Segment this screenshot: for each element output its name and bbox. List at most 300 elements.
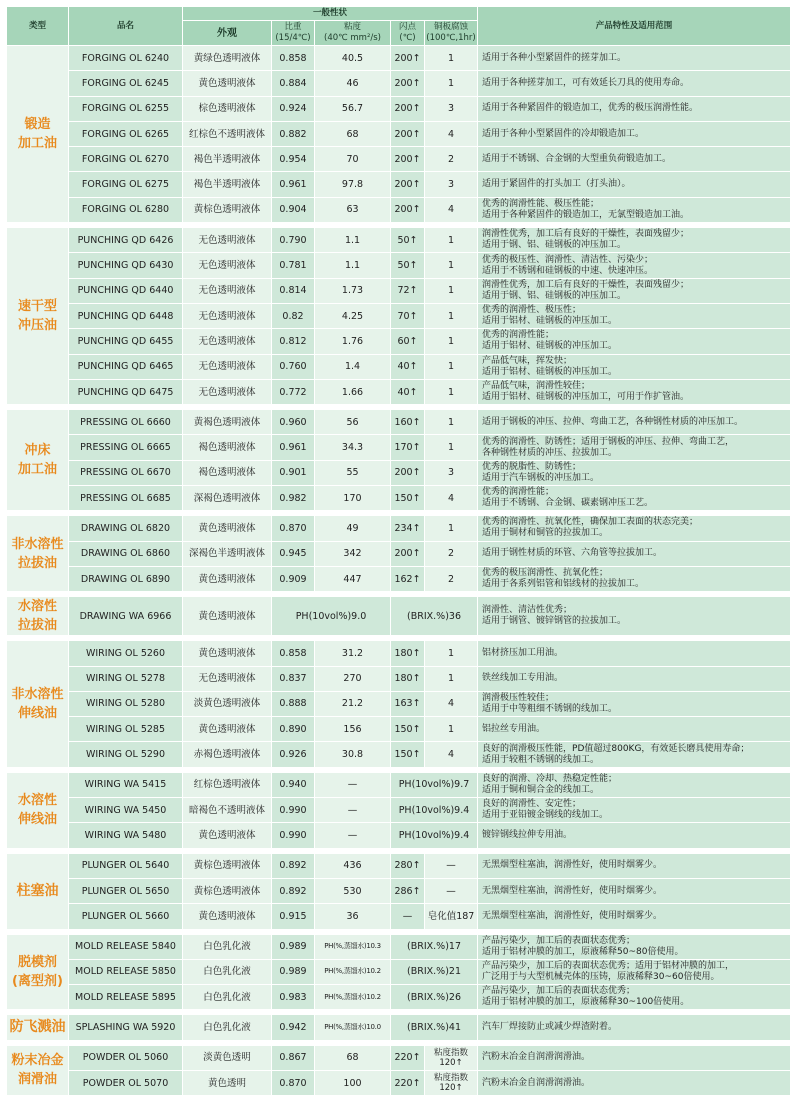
viscosity-cell: 56.7 (315, 97, 391, 122)
product-name-cell: WIRING WA 5480 (69, 823, 183, 848)
copper-corrosion-cell: 1 (425, 410, 478, 435)
copper-corrosion-cell: 2 (425, 567, 478, 592)
header-description: 产品特性及适用范围 (478, 7, 791, 46)
table-row (7, 253, 791, 278)
flash-point-cell: (BRIX.%)26 (391, 985, 478, 1010)
appearance-cell: 黄棕色透明液体 (183, 198, 272, 223)
category-label: 柱塞油 (7, 854, 69, 930)
product-name-cell: PLUNGER OL 5650 (69, 879, 183, 904)
copper-corrosion-cell: 4 (425, 198, 478, 223)
table-row (7, 935, 791, 960)
table-row (7, 198, 791, 223)
viscosity-cell: PH(%,蒸馏水)10.3 (315, 935, 391, 960)
flash-point-cell: 72↑ (391, 279, 425, 304)
product-name-cell: POWDER OL 5070 (69, 1071, 183, 1096)
copper-corrosion-cell: 1 (425, 46, 478, 71)
copper-corrosion-cell: 1 (425, 304, 478, 329)
density-cell: 0.892 (272, 879, 315, 904)
header-viscosity: 粘度 (40℃ mm²/s) (315, 21, 391, 46)
density-cell: 0.870 (272, 516, 315, 541)
density-cell: 0.867 (272, 1046, 315, 1071)
appearance-cell: 黄色透明液体 (183, 516, 272, 541)
flash-point-cell: 160↑ (391, 410, 425, 435)
product-name-cell: PRESSING OL 6685 (69, 486, 183, 511)
density-cell: 0.983 (272, 985, 315, 1010)
density-cell: 0.82 (272, 304, 315, 329)
density-cell: 0.989 (272, 935, 315, 960)
viscosity-cell: 1.4 (315, 355, 391, 380)
viscosity-cell: 36 (315, 904, 391, 929)
description-cell: 适用于各种紧固件的锻造加工，优秀的极压润滑性能。 (478, 97, 791, 122)
flash-point-cell: — (391, 904, 425, 929)
density-cell: 0.990 (272, 823, 315, 848)
description-cell: 无黑烟型柱塞油，润滑性好，使用时烟雾少。 (478, 879, 791, 904)
category-label: 粉末冶金 润滑油 (7, 1046, 69, 1096)
flash-point-cell: 286↑ (391, 879, 425, 904)
density-cell: 0.982 (272, 486, 315, 511)
appearance-cell: 黄色透明液体 (183, 717, 272, 742)
table-row (7, 717, 791, 742)
density-cell: 0.890 (272, 717, 315, 742)
product-name-cell: DRAWING OL 6820 (69, 516, 183, 541)
viscosity-cell: 1.1 (315, 228, 391, 253)
viscosity-cell: 4.25 (315, 304, 391, 329)
description-cell: 良好的润滑极压性能，PD值超过800KG，有效延长磨具使用寿命； 适用于较粗不锈钢的线加工。 (478, 742, 791, 767)
viscosity-cell: 49 (315, 516, 391, 541)
flash-point-cell: 200↑ (391, 172, 425, 197)
table-row (7, 228, 791, 253)
appearance-cell: 深褐色透明液体 (183, 486, 272, 511)
density-cell: 0.954 (272, 147, 315, 172)
flash-point-cell: 40↑ (391, 355, 425, 380)
product-name-cell: WIRING OL 5280 (69, 692, 183, 717)
appearance-cell: 红棕色不透明液体 (183, 122, 272, 147)
copper-corrosion-cell: 2 (425, 542, 478, 567)
product-name-cell: PUNCHING QD 6426 (69, 228, 183, 253)
copper-corrosion-cell: 1 (425, 667, 478, 692)
description-cell: 优秀的润滑性能； 适用于铝材、硅钢板的冲压加工。 (478, 329, 791, 354)
viscosity-cell: — (315, 773, 391, 798)
copper-corrosion-cell: 1 (425, 380, 478, 405)
table-row (7, 773, 791, 798)
appearance-cell: 无色透明液体 (183, 228, 272, 253)
header-copper-corrosion: 铜板腐蚀 (100℃,1hr) (425, 21, 478, 46)
product-name-cell: MOLD RELEASE 5850 (69, 960, 183, 985)
flash-point-cell: 180↑ (391, 667, 425, 692)
description-cell: 良好的润滑性、安定性； 适用于亚铅镀金钢线的线加工。 (478, 798, 791, 823)
density-cell: 0.915 (272, 904, 315, 929)
table-row (7, 597, 791, 636)
appearance-cell: 无色透明液体 (183, 355, 272, 380)
copper-corrosion-cell: 1 (425, 717, 478, 742)
table-row (7, 879, 791, 904)
appearance-cell: 无色透明液体 (183, 667, 272, 692)
description-cell: 铝拉丝专用油。 (478, 717, 791, 742)
appearance-cell: 黄色透明 (183, 1071, 272, 1096)
appearance-cell: 黄色透明液体 (183, 567, 272, 592)
density-cell: 0.870 (272, 1071, 315, 1096)
flash-point-cell: 200↑ (391, 122, 425, 147)
density-cell: 0.904 (272, 198, 315, 223)
product-name-cell: SPLASHING WA 5920 (69, 1015, 183, 1040)
appearance-cell: 黄棕色透明液体 (183, 879, 272, 904)
viscosity-cell: PH(%,蒸馏水)10.2 (315, 985, 391, 1010)
category-label: 冲床 加工油 (7, 410, 69, 511)
description-cell: 适用于紧固件的打头加工（打头油）。 (478, 172, 791, 197)
flash-point-cell: 162↑ (391, 567, 425, 592)
description-cell: 适用于不锈钢、合金钢的大型重负荷锻造加工。 (478, 147, 791, 172)
description-cell: 铝材挤压加工用油。 (478, 641, 791, 666)
product-name-cell: PUNCHING QD 6440 (69, 279, 183, 304)
density-cell: 0.926 (272, 742, 315, 767)
flash-point-cell: (BRIX.%)36 (391, 597, 478, 636)
copper-corrosion-cell: 1 (425, 516, 478, 541)
table-row (7, 667, 791, 692)
product-name-cell: FORGING OL 6275 (69, 172, 183, 197)
viscosity-cell: — (315, 798, 391, 823)
flash-point-cell: 200↑ (391, 461, 425, 486)
viscosity-cell: 21.2 (315, 692, 391, 717)
copper-corrosion-cell: 4 (425, 742, 478, 767)
appearance-cell: 棕色透明液体 (183, 97, 272, 122)
copper-corrosion-cell: 皂化值187 (425, 904, 478, 929)
product-spec-table (7, 7, 791, 1096)
flash-point-cell: PH(10vol%)9.4 (391, 798, 478, 823)
density-cell: 0.858 (272, 46, 315, 71)
copper-corrosion-cell: 4 (425, 486, 478, 511)
appearance-cell: 黄褐色透明液体 (183, 410, 272, 435)
table-row (7, 960, 791, 985)
copper-corrosion-cell: 1 (425, 641, 478, 666)
appearance-cell: 黄绿色透明液体 (183, 46, 272, 71)
product-name-cell: PLUNGER OL 5660 (69, 904, 183, 929)
table-body (7, 46, 791, 1096)
product-name-cell: FORGING OL 6240 (69, 46, 183, 71)
description-cell: 润滑极压性较佳； 适用于中等粗细不锈钢的线加工。 (478, 692, 791, 717)
header-general-properties: 一般性状 (183, 7, 478, 21)
appearance-cell: 白色乳化液 (183, 935, 272, 960)
table-row (7, 542, 791, 567)
viscosity-cell: 68 (315, 122, 391, 147)
description-cell: 优秀的极压润滑性、抗氧化性； 适用于各系列铝管和铝线材的拉拔加工。 (478, 567, 791, 592)
product-name-cell: WIRING OL 5278 (69, 667, 183, 692)
density-cell: 0.960 (272, 410, 315, 435)
flash-point-cell: PH(10vol%)9.4 (391, 823, 478, 848)
table-row (7, 97, 791, 122)
viscosity-cell: 447 (315, 567, 391, 592)
density-cell: 0.760 (272, 355, 315, 380)
description-cell: 优秀的脱脂性、防锈性； 适用于汽车钢板的冲压加工。 (478, 461, 791, 486)
product-name-cell: WIRING OL 5260 (69, 641, 183, 666)
copper-corrosion-cell: — (425, 854, 478, 879)
viscosity-cell: 530 (315, 879, 391, 904)
table-row (7, 461, 791, 486)
header-flash-point: 闪点 (℃) (391, 21, 425, 46)
viscosity-cell: 30.8 (315, 742, 391, 767)
description-cell: 铁丝线加工专用油。 (478, 667, 791, 692)
description-cell: 适用于各种搓芽加工，可有效延长刀具的使用寿命。 (478, 71, 791, 96)
description-cell: 汽粉末冶金自润滑润滑油。 (478, 1046, 791, 1071)
flash-point-cell: 200↑ (391, 147, 425, 172)
density-cell: 0.781 (272, 253, 315, 278)
density-cell: 0.940 (272, 773, 315, 798)
product-name-cell: PUNCHING QD 6430 (69, 253, 183, 278)
flash-point-cell: (BRIX.%)21 (391, 960, 478, 985)
density-cell: 0.837 (272, 667, 315, 692)
flash-point-cell: 60↑ (391, 329, 425, 354)
viscosity-cell: 63 (315, 198, 391, 223)
density-cell: 0.961 (272, 435, 315, 460)
product-name-cell: PRESSING OL 6665 (69, 435, 183, 460)
viscosity-cell: 31.2 (315, 641, 391, 666)
copper-corrosion-cell: 1 (425, 329, 478, 354)
copper-corrosion-cell: 3 (425, 461, 478, 486)
header-density: 比重 (15/4℃) (272, 21, 315, 46)
table-row (7, 329, 791, 354)
table-row (7, 122, 791, 147)
flash-point-cell: 180↑ (391, 641, 425, 666)
table-row (7, 798, 791, 823)
table-row (7, 435, 791, 460)
flash-point-cell: PH(10vol%)9.7 (391, 773, 478, 798)
viscosity-cell: 170 (315, 486, 391, 511)
table-row (7, 1015, 791, 1040)
description-cell: 产品污染少，加工后的表面状态优秀；适用于铝材冲膜的加工， 广泛用于与大型机械壳体的压铸，原液稀释30~60倍使用。 (478, 960, 791, 985)
product-name-cell: FORGING OL 6255 (69, 97, 183, 122)
viscosity-cell: 1.66 (315, 380, 391, 405)
copper-corrosion-cell: 4 (425, 692, 478, 717)
description-cell: 无黑烟型柱塞油，润滑性好，使用时烟雾少。 (478, 904, 791, 929)
description-cell: 汽车厂焊接防止或减少焊渣附着。 (478, 1015, 791, 1040)
viscosity-cell: 34.3 (315, 435, 391, 460)
density-cell: 0.882 (272, 122, 315, 147)
viscosity-cell: PH(%,蒸馏水)10.2 (315, 960, 391, 985)
description-cell: 产品低气味，挥发快； 适用于铝材、硅钢板的冲压加工。 (478, 355, 791, 380)
table-row (7, 46, 791, 71)
product-name-cell: WIRING OL 5285 (69, 717, 183, 742)
density-cell: 0.772 (272, 380, 315, 405)
appearance-cell: 无色透明液体 (183, 253, 272, 278)
flash-point-cell: 150↑ (391, 742, 425, 767)
flash-point-cell: 50↑ (391, 253, 425, 278)
product-name-cell: WIRING WA 5450 (69, 798, 183, 823)
product-name-cell: PUNCHING QD 6465 (69, 355, 183, 380)
flash-point-cell: 150↑ (391, 717, 425, 742)
copper-corrosion-cell: — (425, 879, 478, 904)
density-cell: 0.814 (272, 279, 315, 304)
description-cell: 优秀的润滑性能； 适用于不锈钢、合金钢、碳素钢冲压工艺。 (478, 486, 791, 511)
table-row (7, 279, 791, 304)
table-row (7, 147, 791, 172)
appearance-cell: 无色透明液体 (183, 329, 272, 354)
category-label: 水溶性 拉拔油 (7, 597, 69, 636)
product-name-cell: PUNCHING QD 6448 (69, 304, 183, 329)
density-cell: 0.909 (272, 567, 315, 592)
viscosity-cell: 156 (315, 717, 391, 742)
appearance-cell: 黄色透明液体 (183, 823, 272, 848)
table-row (7, 742, 791, 767)
flash-point-cell: (BRIX.%)17 (391, 935, 478, 960)
category-label: 脱模剂 (离型剂) (7, 935, 69, 1011)
density-cell: 0.812 (272, 329, 315, 354)
category-label: 非水溶性 拉拔油 (7, 516, 69, 592)
appearance-cell: 无色透明液体 (183, 279, 272, 304)
description-cell: 润滑性、清洁性优秀； 适用于钢管、镀锌钢管的拉拔加工。 (478, 597, 791, 636)
appearance-cell: 无色透明液体 (183, 380, 272, 405)
table-row (7, 823, 791, 848)
copper-corrosion-cell: 1 (425, 71, 478, 96)
description-cell: 产品污染少，加工后的表面状态优秀； 适用于铝材冲膜的加工，原液稀释30~100倍使用。 (478, 985, 791, 1010)
appearance-cell: 红棕色透明液体 (183, 773, 272, 798)
flash-point-cell: 280↑ (391, 854, 425, 879)
flash-point-cell: 70↑ (391, 304, 425, 329)
copper-corrosion-cell: 1 (425, 253, 478, 278)
product-name-cell: PRESSING OL 6660 (69, 410, 183, 435)
product-name-cell: FORGING OL 6280 (69, 198, 183, 223)
copper-corrosion-cell: 3 (425, 97, 478, 122)
description-cell: 适用于各种小型紧固件的搓芽加工。 (478, 46, 791, 71)
copper-corrosion-cell: 1 (425, 279, 478, 304)
copper-corrosion-cell: 3 (425, 172, 478, 197)
appearance-cell: 暗褐色不透明液体 (183, 798, 272, 823)
copper-corrosion-cell: 2 (425, 147, 478, 172)
appearance-cell: 白色乳化液 (183, 960, 272, 985)
flash-point-cell: 200↑ (391, 46, 425, 71)
appearance-cell: 无色透明液体 (183, 304, 272, 329)
table-header (7, 7, 791, 46)
product-name-cell: FORGING OL 6270 (69, 147, 183, 172)
viscosity-cell: 270 (315, 667, 391, 692)
appearance-cell: 黄棕色透明液体 (183, 854, 272, 879)
appearance-cell: 黄色透明液体 (183, 71, 272, 96)
description-cell: 润滑性优秀，加工后有良好的干燥性，表面残留少； 适用于钢、铝、硅钢板的冲压加工。 (478, 279, 791, 304)
product-name-cell: PUNCHING QD 6475 (69, 380, 183, 405)
product-name-cell: WIRING WA 5415 (69, 773, 183, 798)
product-name-cell: DRAWING WA 6966 (69, 597, 183, 636)
product-name-cell: WIRING OL 5290 (69, 742, 183, 767)
product-name-cell: MOLD RELEASE 5895 (69, 985, 183, 1010)
description-cell: 产品污染少，加工后的表面状态优秀； 适用于铝材冲膜的加工，原液稀释50~80倍使用。 (478, 935, 791, 960)
flash-point-cell: 50↑ (391, 228, 425, 253)
flash-point-cell: 220↑ (391, 1071, 425, 1096)
product-name-cell: PUNCHING QD 6455 (69, 329, 183, 354)
appearance-cell: 褐色半透明液体 (183, 172, 272, 197)
viscosity-cell: 55 (315, 461, 391, 486)
appearance-cell: 黄色透明液体 (183, 641, 272, 666)
table-row (7, 1071, 791, 1096)
description-cell: 汽粉末冶金自润滑润滑油。 (478, 1071, 791, 1096)
appearance-cell: 黄色透明液体 (183, 904, 272, 929)
appearance-cell: 黄色透明液体 (183, 597, 272, 636)
viscosity-cell: 1.73 (315, 279, 391, 304)
table-row (7, 486, 791, 511)
table-row (7, 1046, 791, 1071)
flash-point-cell: 234↑ (391, 516, 425, 541)
product-name-cell: DRAWING OL 6890 (69, 567, 183, 592)
table-row (7, 567, 791, 592)
description-cell: 润滑性优秀，加工后有良好的干燥性，表面残留少； 适用于钢、铝、硅钢板的冲压加工。 (478, 228, 791, 253)
viscosity-cell: 40.5 (315, 46, 391, 71)
table-row (7, 516, 791, 541)
table-row (7, 380, 791, 405)
description-cell: 适用于各种小型紧固件的冷却锻造加工。 (478, 122, 791, 147)
appearance-cell: 淡黄色透明 (183, 1046, 272, 1071)
viscosity-cell: — (315, 823, 391, 848)
density-cell: 0.961 (272, 172, 315, 197)
description-cell: 适用于钢性材质的环管、六角管等拉拔加工。 (478, 542, 791, 567)
density-cell: 0.942 (272, 1015, 315, 1040)
copper-corrosion-cell: 4 (425, 122, 478, 147)
appearance-cell: 淡黄色透明液体 (183, 692, 272, 717)
header-name: 品名 (69, 7, 183, 46)
viscosity-cell: 46 (315, 71, 391, 96)
table-row (7, 641, 791, 666)
appearance-cell: 褐色透明液体 (183, 435, 272, 460)
viscosity-cell: 56 (315, 410, 391, 435)
viscosity-cell: 70 (315, 147, 391, 172)
table-row (7, 355, 791, 380)
product-name-cell: DRAWING OL 6860 (69, 542, 183, 567)
description-cell: 优秀的润滑性、防锈性；适用于钢板的冲压、拉伸、弯曲工艺， 各种钢性材质的冲压、拉拔加工。 (478, 435, 791, 460)
product-name-cell: FORGING OL 6265 (69, 122, 183, 147)
table-row (7, 410, 791, 435)
header-type: 类型 (7, 7, 69, 46)
table-row (7, 692, 791, 717)
density-cell: PH(10vol%)9.0 (272, 597, 391, 636)
viscosity-cell: 97.8 (315, 172, 391, 197)
viscosity-cell: 1.76 (315, 329, 391, 354)
description-cell: 良好的润滑、冷却、热稳定性能； 适用于铜和铜合金的线加工。 (478, 773, 791, 798)
appearance-cell: 褐色半透明液体 (183, 147, 272, 172)
description-cell: 优秀的润滑性、极压性； 适用于铝材、硅钢板的冲压加工。 (478, 304, 791, 329)
copper-corrosion-cell: 粘度指数 120↑ (425, 1046, 478, 1071)
flash-point-cell: 200↑ (391, 97, 425, 122)
description-cell: 适用于钢板的冲压、拉伸、弯曲工艺，各种钢性材质的冲压加工。 (478, 410, 791, 435)
description-cell: 产品低气味，润滑性较佳； 适用于铝材、硅钢板的冲压加工，可用于作扩管油。 (478, 380, 791, 405)
description-cell: 无黑烟型柱塞油，润滑性好，使用时烟雾少。 (478, 854, 791, 879)
viscosity-cell: 1.1 (315, 253, 391, 278)
header-appearance: 外观 (183, 21, 272, 46)
table-row (7, 985, 791, 1010)
product-name-cell: MOLD RELEASE 5840 (69, 935, 183, 960)
viscosity-cell: 68 (315, 1046, 391, 1071)
category-label: 水溶性 伸线油 (7, 773, 69, 849)
flash-point-cell: 200↑ (391, 542, 425, 567)
category-label: 速干型 冲压油 (7, 228, 69, 405)
flash-point-cell: 40↑ (391, 380, 425, 405)
density-cell: 0.901 (272, 461, 315, 486)
appearance-cell: 褐色透明液体 (183, 461, 272, 486)
category-label: 防飞溅油 (7, 1015, 69, 1040)
density-cell: 0.989 (272, 960, 315, 985)
viscosity-cell: PH(%,蒸馏水)10.0 (315, 1015, 391, 1040)
category-label: 非水溶性 伸线油 (7, 641, 69, 767)
appearance-cell: 白色乳化液 (183, 1015, 272, 1040)
table-row (7, 854, 791, 879)
table-row (7, 172, 791, 197)
table-row (7, 304, 791, 329)
density-cell: 0.892 (272, 854, 315, 879)
density-cell: 0.924 (272, 97, 315, 122)
flash-point-cell: (BRIX.%)41 (391, 1015, 478, 1040)
description-cell: 镀锌钢线拉伸专用油。 (478, 823, 791, 848)
appearance-cell: 赤褐色透明液体 (183, 742, 272, 767)
description-cell: 优秀的润滑性能、极压性能； 适用于各种紧固件的锻造加工，无氯型锻造加工油。 (478, 198, 791, 223)
product-name-cell: PLUNGER OL 5640 (69, 854, 183, 879)
flash-point-cell: 220↑ (391, 1046, 425, 1071)
product-name-cell: FORGING OL 6245 (69, 71, 183, 96)
table-row (7, 904, 791, 929)
